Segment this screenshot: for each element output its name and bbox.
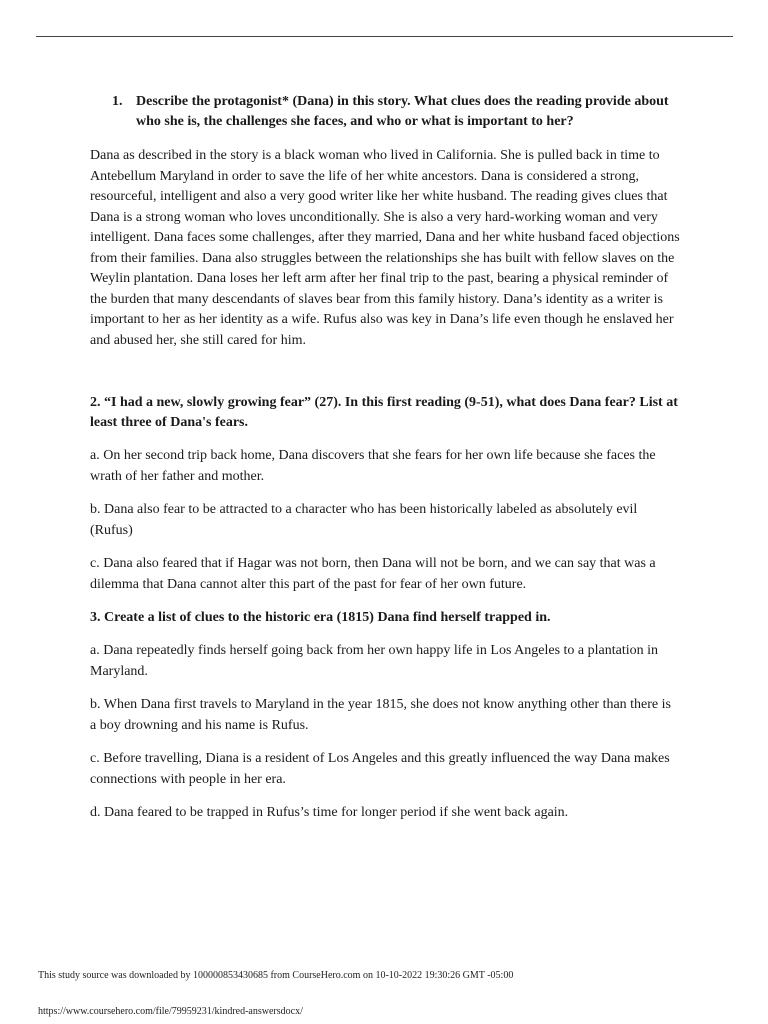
answer-2a: a. On her second trip back home, Dana discovers that she fears for her own life because she faces the wrath of her father and mother. [90,448,656,484]
question-3: 3. Create a list of clues to the historic era (1815) Dana find herself trapped in. [90,610,551,625]
answer-3d: d. Dana feared to be trapped in Rufus’s time for longer period if she went back again. [90,805,569,820]
question-1 [90,92,680,132]
answer-3b: b. When Dana first travels to Maryland in the year 1815, she does not know anything other than there is a boy drowning and his name is Rufus. [90,697,671,733]
answer-3c: c. Before travelling, Diana is a resident of Los Angeles and this greatly influenced the way Dana makes connections with people in her era. [90,751,670,787]
answer-3a: a. Dana repeatedly finds herself going back from her own happy life in Los Angeles to a plantation in Maryland. [90,643,658,679]
document-body [90,92,680,837]
answer-2c: c. Dana also feared that if Hagar was not born, then Dana will not be born, and we can say that was a dilemma that Dana cannot alter this part of the past for fear of her own future. [90,556,656,592]
question-1-text: Describe the protagonist* (Dana) in this story. What clues does the reading provide about who she is, the challenges she faces, and who or what is important to her? [136,94,669,129]
answer-2b: b. Dana also fear to be attracted to a character who has been historically labeled as absolutely evil (Rufus) [90,502,638,538]
download-source-note: This study source was downloaded by 100000853430685 from CourseHero.com on 10-10-2022 19:30:26 GMT -05:00 [38,970,514,981]
question-2: 2. “I had a new, slowly growing fear” (27). In this first reading (9-51), what does Dana fear? List at least three of Dana's fears. [90,395,678,430]
question-1-number: 1. [112,94,123,109]
top-divider [36,36,733,37]
answer-1: Dana as described in the story is a black woman who lived in California. She is pulled back in time to Antebellum Maryland in order to save the life of her white ancestors. Dana is considered a strong, resourceful, intelligent and also a very good writer like her white husband. The reading gives clues that Dana is a strong woman who loves unconditionally. She is also a very hard-working woman and very intelligent. Dana faces some challenges, after they married, Dana and her white husband faced objections from their families. Dana also struggles between the relationships she has built with fellow slaves on the Weylin plantation. Dana loses her left arm after her final trip to the past, bearing a physical reminder of the burden that many descendants of slaves bear from this family history. Dana’s identity as a writer is important to her as her identity as a wife. Rufus also was key in Dana’s life even though he enslaved her and abused her, she still cared for him. [90,148,680,348]
source-url-link[interactable]: https://www.coursehero.com/file/79959231/kindred-answersdocx/ [38,1006,303,1017]
